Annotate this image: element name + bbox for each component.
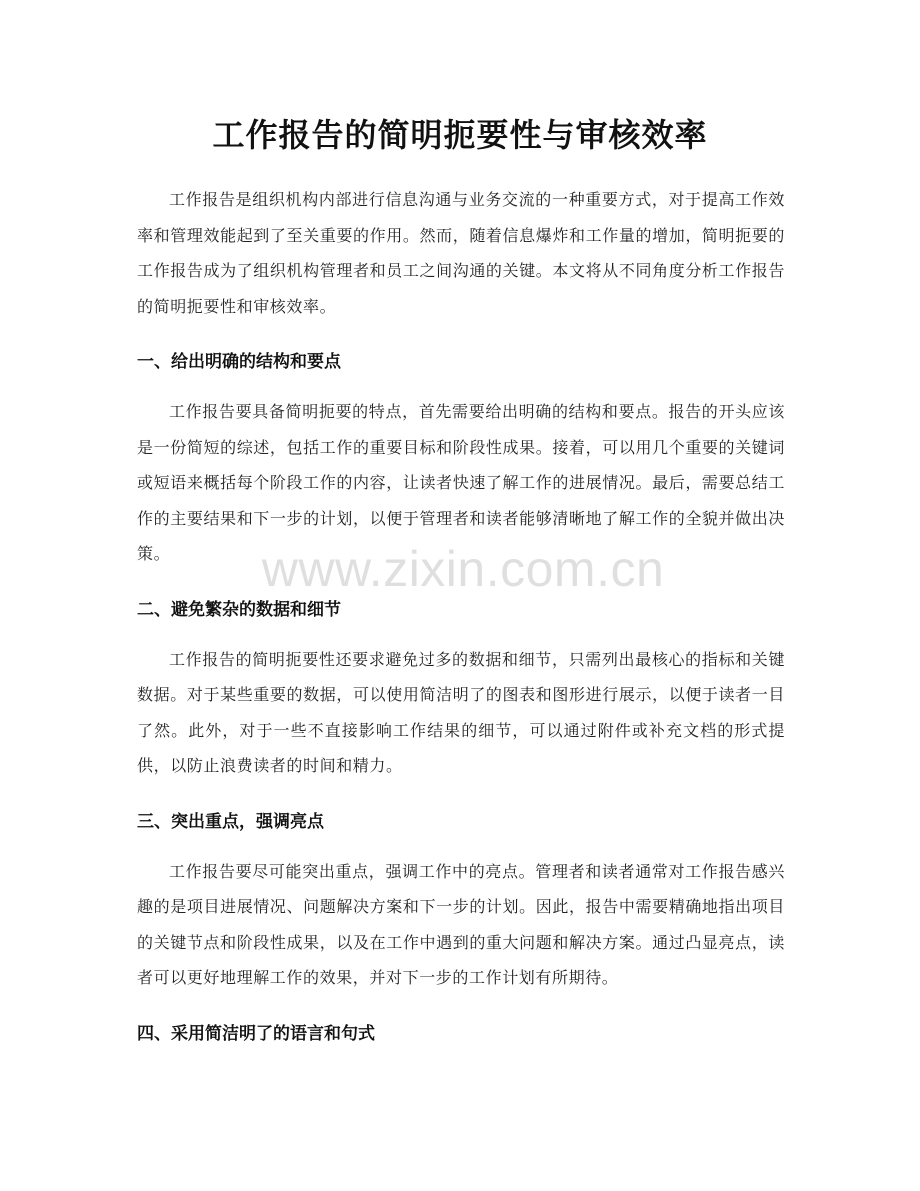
section-heading-4: 四、采用简洁明了的语言和句式 bbox=[137, 1023, 375, 1044]
document-title: 工作报告的简明扼要性与审核效率 bbox=[212, 116, 708, 154]
section-heading-1: 一、给出明确的结构和要点 bbox=[137, 352, 341, 372]
intro-paragraph: 工作报告是组织机构内部进行信息沟通与业务交流的一种重要方式，对于提高工作效率和管理效能起到了至关重要的作用。然而，随着信息爆炸和工作量的增加，简明扼要的工作报告成为了组织机构管理者和员工之间沟通的关键。本文将从不同角度分析工作报告的简明扼要性和审核效率。 bbox=[137, 190, 785, 316]
section-paragraph-3: 工作报告要尽可能突出重点，强调工作中的亮点。管理者和读者通常对工作报告感兴趣的是项目进展情况、问题解决方案和下一步的计划。因此，报告中需要精确地指出项目的关键节点和阶段性成果，以及在工作中遇到的重大问题和解决方案。通过凸显亮点，读者可以更好地理解工作的效果，并对下一步的工作计划有所期待。 bbox=[137, 861, 785, 987]
section-paragraph-1: 工作报告要具备简明扼要的特点，首先需要给出明确的结构和要点。报告的开头应该是一份简短的综述，包括工作的重要目标和阶段性成果。接着，可以用几个重要的关键词或短语来概括每个阶段工作的内容，让读者快速了解工作的进展情况。最后，需要总结工作的主要结果和下一步的计划，以便于管理者和读者能够清晰地了解工作的全貌并做出决策。 bbox=[137, 402, 785, 563]
watermark: www.zixin.com.cn bbox=[261, 541, 665, 597]
document-body bbox=[137, 182, 785, 1052]
section-heading-3: 三、突出重点，强调亮点 bbox=[137, 811, 324, 832]
section-paragraph-2: 工作报告的简明扼要性还要求避免过多的数据和细节，只需列出最核心的指标和关键数据。对于某些重要的数据，可以使用简洁明了的图表和图形进行展示，以便于读者一目了然。此外，对于一些不直接影响工作结果的细节，可以通过附件或补充文档的形式提供，以防止浪费读者的时间和精力。 bbox=[137, 649, 785, 775]
section-heading-2: 二、避免繁杂的数据和细节 bbox=[137, 599, 341, 620]
